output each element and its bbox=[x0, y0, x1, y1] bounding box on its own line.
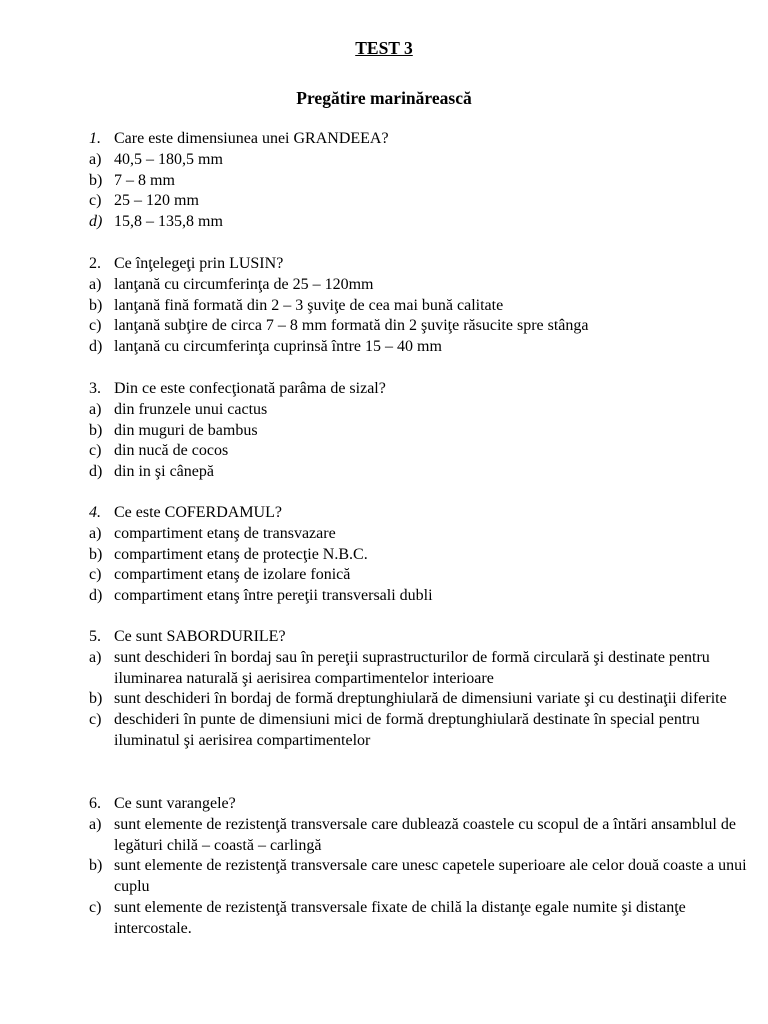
option-text: lanţană fină formată din 2 – 3 şuviţe de cea mai bună calitate bbox=[114, 296, 504, 314]
option-text: lanţană subţire de circa 7 – 8 mm formată din 2 şuviţe răsucite spre stânga bbox=[114, 317, 589, 335]
option-letter: d) bbox=[89, 338, 103, 356]
question-3-option-c bbox=[89, 441, 749, 462]
option-letter: a) bbox=[89, 648, 102, 666]
question-5 bbox=[89, 627, 749, 752]
question-6-line bbox=[89, 794, 749, 815]
question-2-option-a bbox=[89, 275, 749, 296]
option-letter: c) bbox=[89, 442, 102, 460]
test-subtitle: Pregătire marinărească bbox=[296, 88, 472, 108]
option-letter: a) bbox=[89, 150, 102, 168]
option-text: din nucă de cocos bbox=[114, 442, 229, 460]
question-3-option-a bbox=[89, 400, 749, 421]
question-2-text: Ce înţelegeţi prin LUSIN? bbox=[114, 255, 284, 272]
option-text: 7 – 8 mm bbox=[114, 171, 175, 189]
option-letter: b) bbox=[89, 545, 103, 563]
question-2-option-d bbox=[89, 337, 749, 358]
question-4-line bbox=[89, 503, 749, 524]
question-1-option-d bbox=[89, 212, 749, 233]
question-1 bbox=[89, 129, 749, 233]
question-2-line bbox=[89, 254, 749, 275]
option-text: compartiment etanş de izolare fonică bbox=[114, 566, 351, 584]
option-letter: b) bbox=[89, 857, 103, 875]
option-letter: a) bbox=[89, 275, 102, 293]
option-letter: c) bbox=[89, 192, 102, 210]
question-6 bbox=[89, 794, 749, 940]
option-text: din frunzele unui cactus bbox=[114, 400, 268, 418]
question-6-number: 6. bbox=[89, 795, 101, 812]
option-letter: c) bbox=[89, 566, 102, 584]
question-2-number: 2. bbox=[89, 255, 101, 272]
question-5-option-b bbox=[89, 689, 749, 710]
question-4-number: 4. bbox=[89, 504, 101, 521]
option-text: sunt elemente de rezistenţă transversale care dublează coastele cu scopul de a întări ansamblul de legături chilă – coastă – carlingă bbox=[114, 815, 736, 854]
option-letter: a) bbox=[89, 400, 102, 418]
question-2-option-c bbox=[89, 316, 749, 337]
option-text: sunt elemente de rezistenţă transversale care unesc capetele superioare ale celor două coaste a unui cuplu bbox=[114, 857, 747, 896]
option-text: 40,5 – 180,5 mm bbox=[114, 150, 223, 168]
question-3-number: 3. bbox=[89, 380, 101, 397]
question-5-option-c bbox=[89, 710, 749, 752]
question-6-option-c bbox=[89, 898, 749, 940]
option-letter: b) bbox=[89, 690, 103, 708]
question-3-line bbox=[89, 379, 749, 400]
option-letter: c) bbox=[89, 898, 102, 916]
question-3-text: Din ce este confecţionată parâma de sizal? bbox=[114, 380, 386, 397]
question-4-option-d bbox=[89, 586, 749, 607]
option-text: lanţană cu circumferinţa de 25 – 120mm bbox=[114, 275, 374, 293]
option-text: compartiment etanş între pereţii transversali dubli bbox=[114, 587, 433, 605]
option-text: din in şi cânepă bbox=[114, 463, 214, 481]
question-6-option-a bbox=[89, 815, 749, 857]
question-1-text: Care este dimensiunea unei GRANDEEA? bbox=[114, 130, 389, 147]
option-letter: c) bbox=[89, 317, 102, 335]
option-text: sunt elemente de rezistenţă transversale fixate de chilă la distanţe egale numite şi distanţe intercostale. bbox=[114, 898, 686, 937]
question-4-option-b bbox=[89, 545, 749, 566]
option-text: compartiment etanş de protecţie N.B.C. bbox=[114, 545, 368, 563]
question-4-option-c bbox=[89, 565, 749, 586]
question-6-option-b bbox=[89, 856, 749, 898]
question-4 bbox=[89, 503, 749, 607]
option-letter: b) bbox=[89, 171, 103, 189]
question-1-line bbox=[89, 129, 749, 150]
question-1-option-c bbox=[89, 191, 749, 212]
option-text: deschideri în punte de dimensiuni mici de formă dreptunghiulară destinate în special pentru iluminatul şi aerisirea compartimentelor bbox=[114, 711, 700, 749]
option-text: 15,8 – 135,8 mm bbox=[114, 213, 223, 231]
question-3 bbox=[89, 379, 749, 483]
question-4-text: Ce este COFERDAMUL? bbox=[114, 504, 282, 521]
option-letter: b) bbox=[89, 296, 103, 314]
question-3-option-b bbox=[89, 421, 749, 442]
question-1-option-a bbox=[89, 150, 749, 171]
option-letter: c) bbox=[89, 711, 102, 729]
question-1-option-b bbox=[89, 171, 749, 192]
test-title: TEST 3 bbox=[355, 38, 413, 58]
option-text: din muguri de bambus bbox=[114, 421, 258, 439]
option-letter: d) bbox=[89, 587, 103, 605]
option-text: 25 – 120 mm bbox=[114, 192, 199, 210]
option-text: compartiment etanş de transvazare bbox=[114, 524, 336, 542]
question-4-option-a bbox=[89, 524, 749, 545]
question-5-number: 5. bbox=[89, 628, 101, 645]
option-letter: d) bbox=[89, 213, 103, 231]
option-letter: a) bbox=[89, 815, 102, 833]
question-1-number: 1. bbox=[89, 130, 101, 147]
question-5-option-a bbox=[89, 648, 749, 690]
option-letter: d) bbox=[89, 463, 103, 481]
question-5-line bbox=[89, 627, 749, 648]
question-2 bbox=[89, 254, 749, 358]
question-2-option-b bbox=[89, 296, 749, 317]
question-5-text: Ce sunt SABORDURILE? bbox=[114, 628, 286, 645]
option-letter: a) bbox=[89, 524, 102, 542]
option-text: sunt deschideri în bordaj de formă dreptunghiulară de dimensiuni variate şi cu destinaţii diferite bbox=[114, 690, 727, 708]
option-letter: b) bbox=[89, 421, 103, 439]
question-3-option-d bbox=[89, 462, 749, 483]
option-text: lanţană cu circumferinţa cuprinsă între 15 – 40 mm bbox=[114, 338, 442, 356]
option-text: sunt deschideri în bordaj sau în pereţii suprastructurilor de formă circulară şi destinate pentru iluminarea naturală şi aerisirea compartimentelor interioare bbox=[114, 648, 710, 687]
question-6-text: Ce sunt varangele? bbox=[114, 795, 236, 812]
